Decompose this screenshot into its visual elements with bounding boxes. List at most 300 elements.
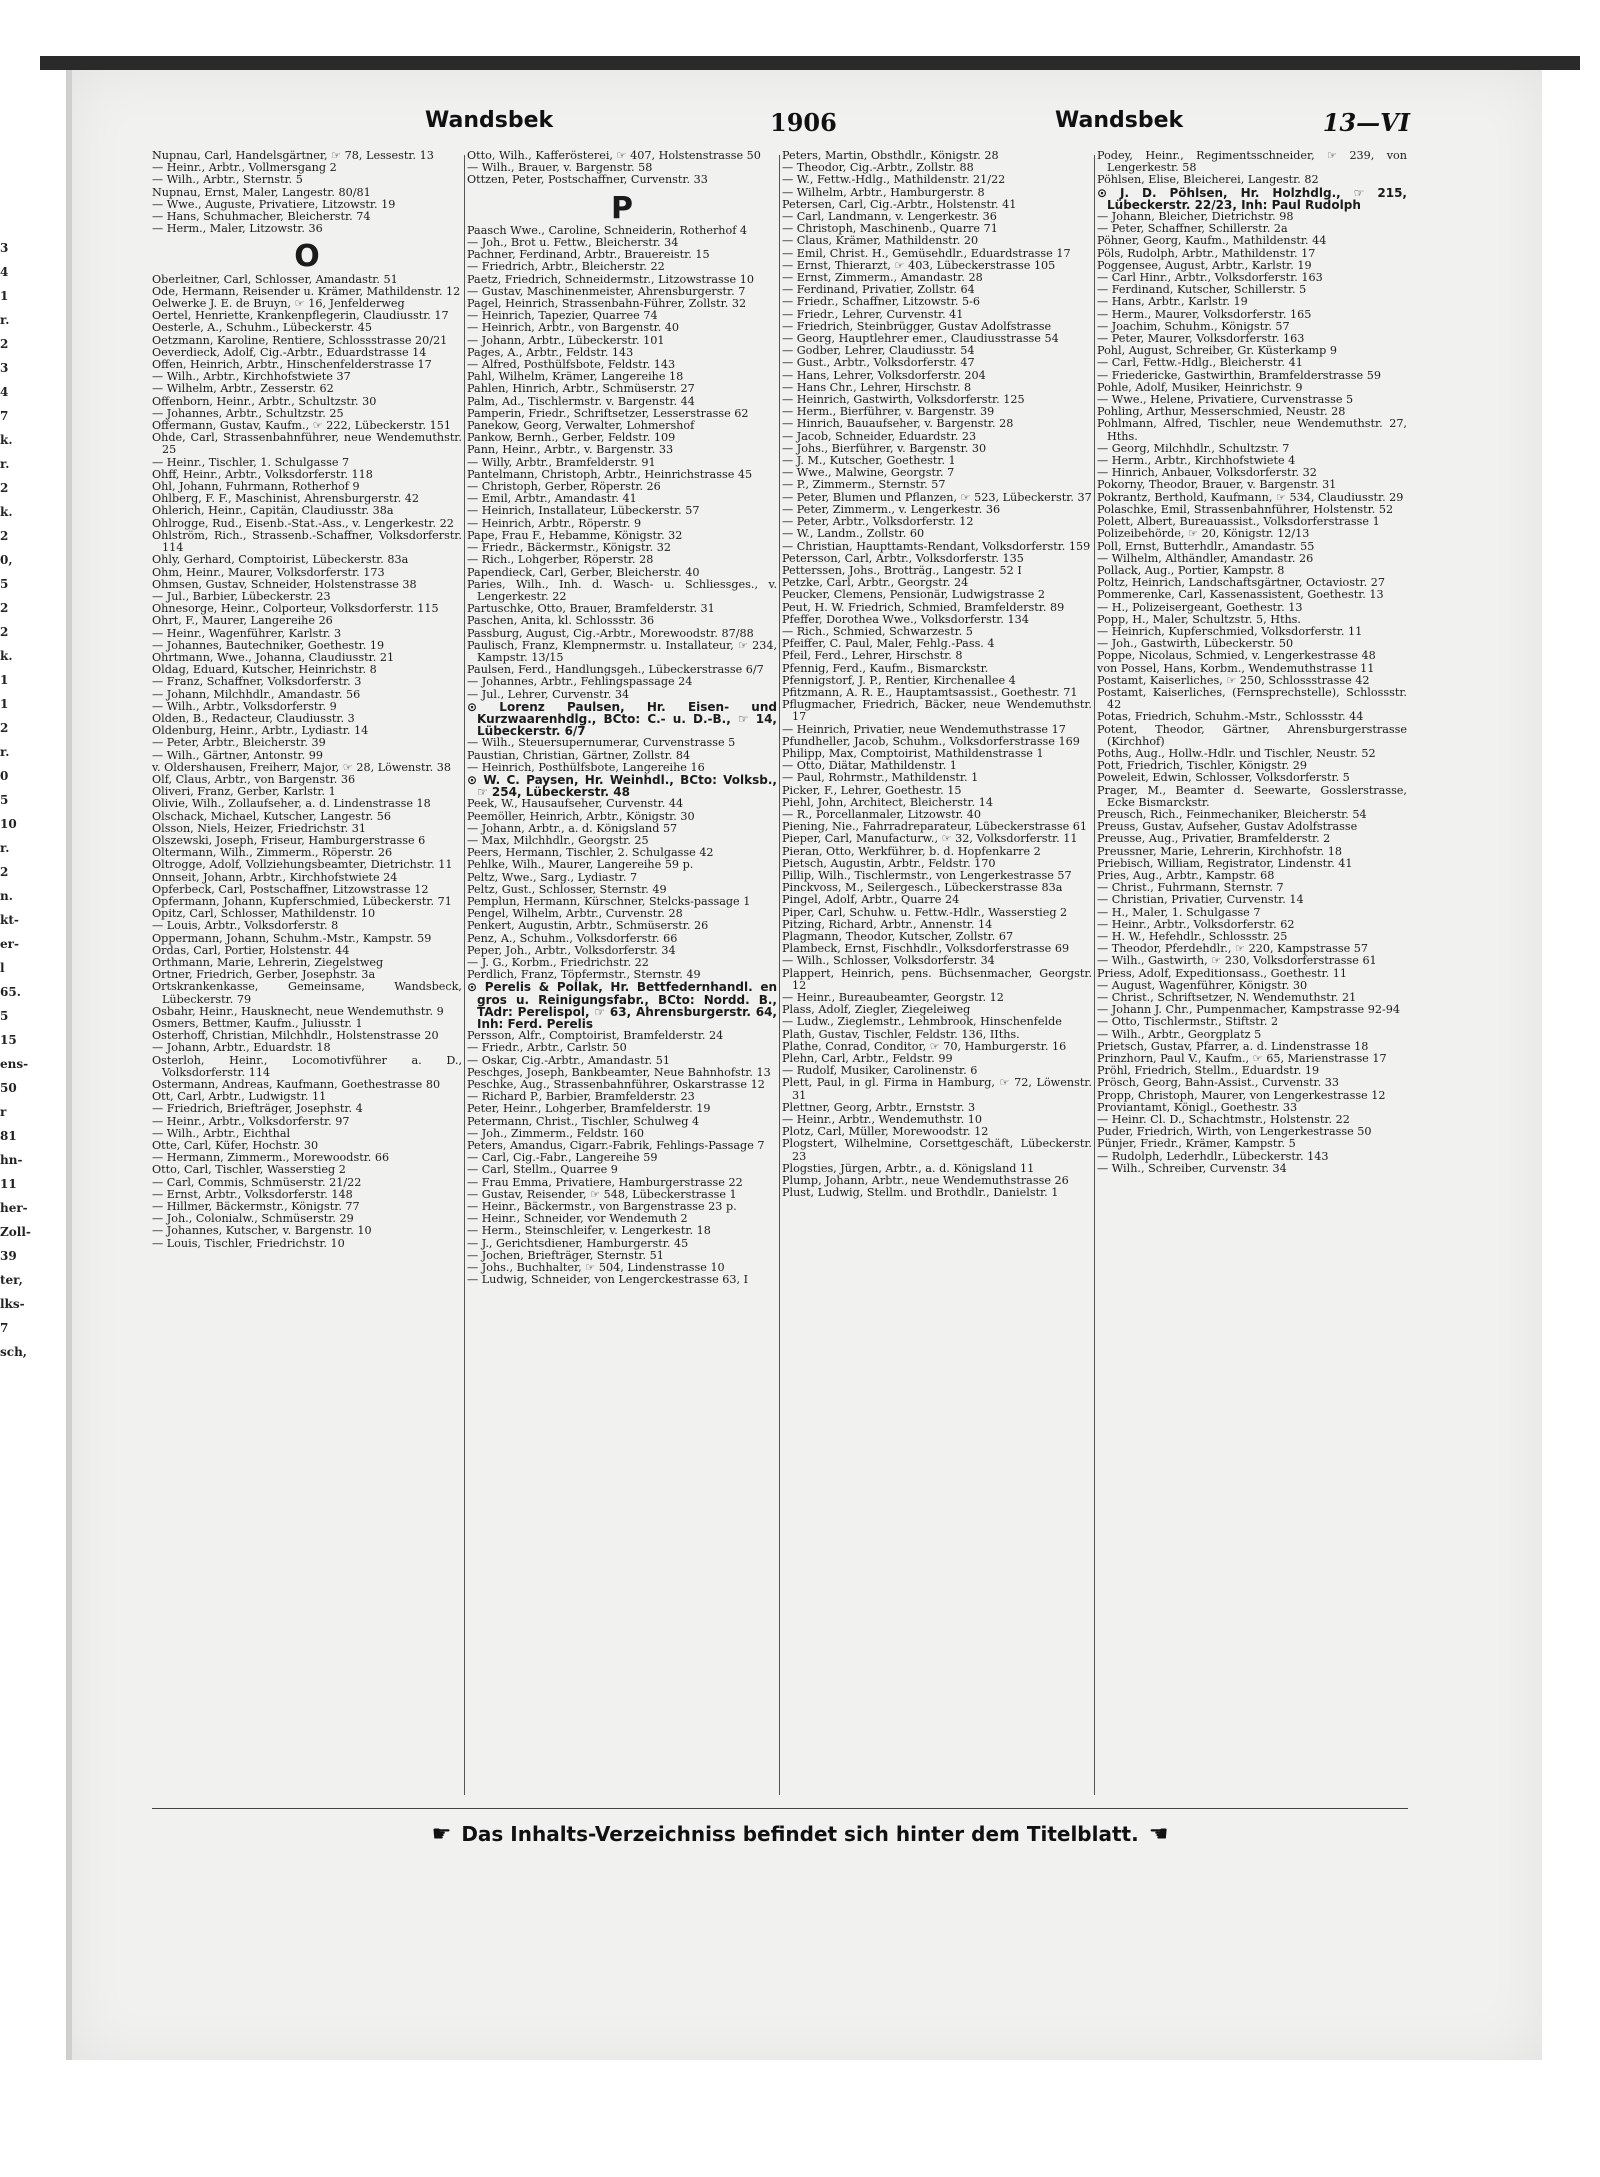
directory-entry: — Carl, Fettw.-Hdlg., Bleicherstr. 41 xyxy=(1097,356,1303,370)
directory-entry: Plappert, Heinrich, pens. Büchsenmacher, Georgstr. 12 xyxy=(782,966,1092,992)
directory-entry: Papendieck, Carl, Gerber, Bleicherstr. 40 xyxy=(467,565,700,579)
directory-entry: — Heinr., Wagenführer, Karlstr. 3 xyxy=(152,626,342,640)
directory-entry: — Heinr., Bureaubeamter, Georgstr. 12 xyxy=(782,991,1004,1005)
directory-entry: Ohlström, Rich., Strassenb.-Schaffner, Volksdorferstr. 114 xyxy=(152,528,462,555)
directory-entry: — Peter, Arbtr., Bleicherstr. 39 xyxy=(152,736,326,750)
directory-entry: Ohlberg, F. F., Maschinist, Ahrensburgerstr. 42 xyxy=(152,492,419,506)
margin-fragment: 3 xyxy=(0,241,9,255)
directory-entry: — Rich., Schmied, Schwarzestr. 5 xyxy=(782,624,973,638)
directory-entry: — Heinr., Arbtr., Vollmersgang 2 xyxy=(152,161,337,175)
directory-entry: — Wilh., Schreiber, Curvenstr. 34 xyxy=(1097,1161,1287,1175)
directory-entry: Ohmsen, Gustav, Schneider, Holstenstrasse 38 xyxy=(152,577,417,591)
directory-entry: von Possel, Hans, Korbm., Wendemuthstrasse 11 xyxy=(1097,661,1375,675)
directory-entry: — Ernst, Arbtr., Volksdorferstr. 148 xyxy=(152,1187,353,1201)
directory-column-4 xyxy=(1097,150,1407,1805)
directory-entry: Preusse, Aug., Privatier, Bramfelderstr. 2 xyxy=(1097,832,1331,846)
directory-entry: Olden, B., Redacteur, Claudiusstr. 3 xyxy=(152,711,355,725)
directory-entry: — Christoph, Gerber, Röperstr. 26 xyxy=(467,480,661,494)
directory-entry: — Wilh., Schlosser, Volksdorferstr. 34 xyxy=(782,954,995,968)
directory-entry: — Friedr., Lehrer, Curvenstr. 41 xyxy=(782,307,964,321)
directory-entry: Penkert, Augustin, Arbtr., Schmüserstr. 26 xyxy=(467,919,709,933)
directory-entry: Priebisch, William, Registrator, Lindenstr. 41 xyxy=(1097,856,1353,870)
pointing-hand-right-icon: ☛ xyxy=(431,1822,452,1847)
directory-entry: — W., Fettw.-Hdlg., Mathildenstr. 21/22 xyxy=(782,173,1006,187)
margin-fragment: k. xyxy=(0,433,13,447)
directory-entry: — Heinr., Tischler, 1. Schulgasse 7 xyxy=(152,455,350,469)
directory-entry: Ohlerich, Heinr., Capitän, Claudiusstr. 38a xyxy=(152,504,394,518)
directory-entry: — Heinr., Arbtr., Volksdorferstr. 97 xyxy=(152,1114,350,1128)
directory-entry: Peters, Martin, Obsthdlr., Königstr. 28 xyxy=(782,150,999,162)
directory-entry: Plump, Johann, Arbtr., neue Wendemuthstrasse 26 xyxy=(782,1174,1069,1188)
directory-entry: Oesterle, A., Schuhm., Lübeckerstr. 45 xyxy=(152,321,373,335)
margin-fragment: ens- xyxy=(0,1057,29,1071)
directory-entry: — Johannes, Bautechniker, Goethestr. 19 xyxy=(152,638,385,652)
directory-entry: — Ferdinand, Privatier, Zollstr. 64 xyxy=(782,283,975,297)
directory-entry: Pfundheller, Jacob, Schuhm., Volksdorferstrasse 169 xyxy=(782,734,1080,748)
directory-entry: Poltz, Heinrich, Landschaftsgärtner, Octaviostr. 27 xyxy=(1097,576,1385,590)
directory-entry: — Peter, Blumen und Pflanzen, ☞ 523, Lübeckerstr. 37 xyxy=(782,490,1092,504)
directory-entry: Priess, Adolf, Expeditionsass., Goethestr. 11 xyxy=(1097,966,1347,980)
directory-entry: Prinzhorn, Paul V., Kaufm., ☞ 65, Marienstrasse 17 xyxy=(1097,1052,1387,1066)
directory-entry: Peschges, Joseph, Bankbeamter, Neue Bahnhofstr. 13 xyxy=(467,1065,771,1079)
directory-entry: Plogsties, Jürgen, Arbtr., a. d. Königsland 11 xyxy=(782,1161,1035,1175)
directory-entry: Ohnesorge, Heinr., Colporteur, Volksdorferstr. 115 xyxy=(152,602,439,616)
directory-entry: — Wilh., Arbtr., Kirchhofstwiete 37 xyxy=(152,370,351,384)
directory-column-1 xyxy=(152,150,462,1805)
margin-fragment: 2 xyxy=(0,721,9,735)
directory-entry: Pfennig, Ferd., Kaufm., Bismarckstr. xyxy=(782,661,989,675)
directory-entry: — Christian, Privatier, Curvenstr. 14 xyxy=(1097,893,1304,907)
directory-entry: Oppermann, Johann, Schuhm.-Mstr., Kampstr. 59 xyxy=(152,931,432,945)
directory-entry: Peemöller, Heinrich, Arbtr., Königstr. 30 xyxy=(467,809,695,823)
directory-entry: Oltermann, Wilh., Zimmerm., Röperstr. 26 xyxy=(152,846,393,860)
directory-entry: Puder, Friedrich, Wirth, von Lengerkestrasse 50 xyxy=(1097,1125,1372,1139)
page-header xyxy=(155,108,1410,144)
margin-fragment: sch, xyxy=(0,1345,27,1359)
directory-entry: — Georg, Hauptlehrer emer., Claudiusstrasse 54 xyxy=(782,332,1059,346)
directory-entry: Paulsen, Ferd., Handlungsgeh., Lübeckerstrasse 6/7 xyxy=(467,663,764,677)
directory-entry: Penz, A., Schuhm., Volksdorferstr. 66 xyxy=(467,931,678,945)
directory-column-3 xyxy=(782,150,1092,1805)
directory-entry: — Heinr., Bäckermstr., von Bargenstrasse 23 p. xyxy=(467,1200,737,1214)
directory-entry: Panekow, Georg, Verwalter, Lohmershof xyxy=(467,419,695,433)
directory-entry: — Johannes, Kutscher, v. Bargenstr. 10 xyxy=(152,1224,372,1238)
directory-entry: Pokorny, Theodor, Brauer, v. Bargenstr. 31 xyxy=(1097,478,1337,492)
directory-entry: Propp, Christoph, Maurer, von Lengerkestrasse 12 xyxy=(1097,1088,1386,1102)
directory-entry: Pöhlsen, Elise, Bleicherei, Langestr. 82 xyxy=(1097,173,1319,187)
directory-entry: — Friedrich, Steinbrügger, Gustav Adolfstrasse xyxy=(782,319,1052,333)
directory-entry: Pagel, Heinrich, Strassenbahn-Führer, Zollstr. 32 xyxy=(467,297,747,311)
directory-entry: Osterloh, Heinr., Locomotivführer a. D., Volksdorferstr. 114 xyxy=(152,1053,462,1079)
directory-entry: — Friedericke, Gastwirthin, Bramfelderstrasse 59 xyxy=(1097,368,1381,382)
directory-entry: Petersson, Carl, Arbtr., Volksdorferstr. 135 xyxy=(782,551,1024,565)
margin-fragment: 50 xyxy=(0,1081,17,1095)
header-city-middle: Wandsbek xyxy=(1055,108,1184,133)
margin-fragment: 1 xyxy=(0,289,9,303)
directory-entry: Ohl, Johann, Fuhrmann, Rotherhof 9 xyxy=(152,480,360,494)
directory-entry: Peter, Heinr., Lohgerber, Bramfelderstr. 19 xyxy=(467,1102,711,1116)
margin-fragment: r. xyxy=(0,457,10,471)
directory-entry: — Johannes, Arbtr., Fehlingspassage 24 xyxy=(467,675,693,689)
directory-entry: — Joh., Colonialw., Schmüserstr. 29 xyxy=(152,1212,354,1226)
directory-entry: — Hans Chr., Lehrer, Hirschstr. 8 xyxy=(782,380,972,394)
directory-entry: — Christ., Fuhrmann, Sternstr. 7 xyxy=(1097,881,1284,895)
margin-fragment: 5 xyxy=(0,1009,9,1023)
directory-entry: Pahlen, Hinrich, Arbtr., Schmüserstr. 27 xyxy=(467,382,695,396)
directory-entry: Piehl, John, Architect, Bleicherstr. 14 xyxy=(782,795,993,809)
directory-entry: — Johann, Bleicher, Dietrichstr. 98 xyxy=(1097,210,1294,224)
left-margin-fragments xyxy=(0,236,30,1364)
directory-entry: Plathe, Conrad, Conditor, ☞ 70, Hamburgerstr. 16 xyxy=(782,1039,1067,1053)
directory-entry: Pohlmann, Alfred, Tischler, neue Wendemuthstr. 27, Hths. xyxy=(1097,417,1407,443)
directory-entry: Pinckvoss, M., Seilergesch., Lübeckerstrasse 83a xyxy=(782,881,1063,895)
directory-entry: Peucker, Clemens, Pensionär, Ludwigstrasse 2 xyxy=(782,588,1045,602)
directory-entry: — Joachim, Schuhm., Königstr. 57 xyxy=(1097,319,1290,333)
scan-border-top xyxy=(40,56,1580,70)
directory-entry: — Frau Emma, Privatiere, Hamburgerstrasse 22 xyxy=(467,1175,743,1189)
directory-entry: — Ernst, Zimmerm., Amandastr. 28 xyxy=(782,271,983,285)
directory-entry: — Georg, Milchhdlr., Schultzstr. 7 xyxy=(1097,441,1290,455)
directory-entry: — Peter, Schaffner, Schillerstr. 2a xyxy=(1097,222,1288,236)
directory-entry: — J. G., Korbm., Friedrichstr. 22 xyxy=(467,956,649,969)
directory-entry: — W., Landm., Zollstr. 60 xyxy=(782,527,925,541)
directory-entry: — Christian, Haupttamts-Rendant, Volksdorferstr. 159 xyxy=(782,539,1091,553)
directory-entry: Prietsch, Gustav, Pfarrer, a. d. Lindenstrasse 18 xyxy=(1097,1039,1369,1053)
directory-entry: Plagmann, Theodor, Kutscher, Zollstr. 67 xyxy=(782,930,1014,943)
directory-entry: Pommerenke, Carl, Kassenassistent, Goethestr. 13 xyxy=(1097,588,1384,602)
directory-entry: — Johannes, Arbtr., Schultzstr. 25 xyxy=(152,406,344,420)
directory-entry: — Carl, Landmann, v. Lengerkestr. 36 xyxy=(782,210,997,224)
directory-entry: — Otto, Diätar, Mathildenstr. 1 xyxy=(782,759,957,773)
directory-entry: Otto, Carl, Tischler, Wasserstieg 2 xyxy=(152,1163,346,1177)
directory-entry: Ohde, Carl, Strassenbahnführer, neue Wendemuthstr. 25 xyxy=(152,431,462,457)
margin-fragment: r. xyxy=(0,313,10,327)
directory-entry: Pollack, Aug., Portier, Kampstr. 8 xyxy=(1097,563,1285,577)
directory-entry: — Johann J. Chr., Pumpenmacher, Kampstrasse 92-94 xyxy=(1097,1003,1400,1017)
advert-entry: ⊙ Perelis & Pollak, Hr. Bettfedernhandl. en gros u. Reinigungsfabr., BCto: Nordd. B., TAdr: Perelispol, ☞ 63, Ahrensburgerstr. 64, Inh: Ferd. Perelis xyxy=(467,980,777,1032)
directory-entry: Preuss, Gustav, Aufseher, Gustav Adolfstrasse xyxy=(1097,820,1358,834)
directory-entry: — Friedr., Arbtr., Carlstr. 50 xyxy=(467,1041,627,1055)
directory-entry: — Heinr., Schneider, vor Wendemuth 2 xyxy=(467,1212,688,1226)
directory-entry: — Hans, Lehrer, Volksdorferstr. 204 xyxy=(782,368,986,382)
directory-entry: — Alfred, Posthülfsbote, Feldstr. 143 xyxy=(467,358,676,372)
directory-entry: Pages, A., Arbtr., Feldstr. 143 xyxy=(467,345,634,359)
directory-entry: Potas, Friedrich, Schuhm.-Mstr., Schlossstr. 44 xyxy=(1097,710,1364,724)
directory-entry: Postamt, Kaiserliches, ☞ 250, Schlossstrasse 42 xyxy=(1097,673,1370,687)
directory-entry: Palm, Ad., Tischlermstr. v. Bargenstr. 44 xyxy=(467,394,695,408)
directory-entry: Olszewski, Joseph, Friseur, Hamburgerstrasse 6 xyxy=(152,833,426,847)
margin-fragment: k. xyxy=(0,649,13,663)
directory-entry: — Jacob, Schneider, Eduardstr. 23 xyxy=(782,429,977,443)
directory-entry: — J. M., Kutscher, Goethestr. 1 xyxy=(782,454,956,468)
directory-entry: — Godber, Lehrer, Claudiusstr. 54 xyxy=(782,344,975,358)
directory-entry: Pohling, Arthur, Messerschmied, Neustr. 28 xyxy=(1097,405,1346,419)
directory-entry: Opferbeck, Carl, Postschaffner, Litzowstrasse 12 xyxy=(152,882,429,896)
directory-entry: Olivie, Wilh., Zollaufseher, a. d. Lindenstrasse 18 xyxy=(152,797,431,811)
directory-entry: Peut, H. W. Friedrich, Schmied, Bramfelderstr. 89 xyxy=(782,600,1065,614)
directory-entry: Pohle, Adolf, Musiker, Heinrichstr. 9 xyxy=(1097,380,1303,394)
directory-entry: Ott, Carl, Arbtr., Ludwigstr. 11 xyxy=(152,1090,327,1104)
directory-entry: — Hans, Arbtr., Karlstr. 19 xyxy=(1097,295,1248,309)
directory-entry: Poths, Aug., Hollw.-Hdlr. und Tischler, Neustr. 52 xyxy=(1097,746,1376,760)
directory-entry: Oldenburg, Heinr., Arbtr., Lydiastr. 14 xyxy=(152,724,369,738)
directory-entry: Olschack, Michael, Kutscher, Langestr. 56 xyxy=(152,809,391,823)
directory-entry: Pokrantz, Berthold, Kaufmann, ☞ 534, Claudiusstr. 29 xyxy=(1097,490,1404,504)
directory-entry: Pöhner, Georg, Kaufm., Mathildenstr. 44 xyxy=(1097,234,1327,248)
directory-entry: — Wwe., Malwine, Georgstr. 7 xyxy=(782,466,955,480)
directory-entry: Pröhl, Friedrich, Stellm., Eduardstr. 19 xyxy=(1097,1064,1320,1078)
directory-entry: Petersen, Carl, Cig.-Arbtr., Holstenstr. 41 xyxy=(782,197,1017,211)
directory-entry: — Wilhelm, Arbtr., Zesserstr. 62 xyxy=(152,382,334,396)
directory-entry: — Ludw., Zieglemstr., Lehmbrook, Hinschenfelde xyxy=(782,1015,1062,1029)
margin-fragment: r xyxy=(0,1105,7,1119)
directory-entry: — H., Polizeisergeant, Goethestr. 13 xyxy=(1097,600,1303,614)
directory-entry: Osmers, Bettmer, Kaufm., Juliusstr. 1 xyxy=(152,1017,363,1031)
directory-entry: Popp, H., Maler, Schultzstr. 5, Hths. xyxy=(1097,612,1301,626)
directory-entry: Pahl, Wilhelm, Krämer, Langereihe 18 xyxy=(467,370,684,384)
directory-entry: — Wilh., Gärtner, Antonstr. 99 xyxy=(152,748,324,762)
directory-entry: Pfitzmann, A. R. E., Hauptamtsassist., Goethestr. 71 xyxy=(782,685,1078,699)
directory-entry: — Ferdinand, Kutscher, Schillerstr. 5 xyxy=(1097,283,1307,297)
directory-entry: Preusch, Rich., Feinmechaniker, Bleicherstr. 54 xyxy=(1097,807,1367,821)
directory-entry: Picker, F., Lehrer, Goethestr. 15 xyxy=(782,783,962,797)
directory-entry: Plust, Ludwig, Stellm. und Brothdlr., Danielstr. 1 xyxy=(782,1186,1059,1200)
directory-entry: Poggensee, August, Arbtr., Karlstr. 19 xyxy=(1097,258,1312,272)
margin-fragment: 15 xyxy=(0,1033,17,1047)
directory-entry: Otto, Wilh., Kafferösterei, ☞ 407, Holstenstrasse 50 xyxy=(467,150,761,162)
directory-entry: — Otto, Tischlermstr., Stiftstr. 2 xyxy=(1097,1015,1279,1029)
directory-entry: — Peter, Maurer, Volksdorferstr. 163 xyxy=(1097,332,1305,346)
directory-entry: Pitzing, Richard, Arbtr., Annenstr. 14 xyxy=(782,917,993,931)
directory-entry: — Richard P., Barbier, Bramfelderstr. 23 xyxy=(467,1090,695,1104)
directory-entry: Potent, Theodor, Gärtner, Ahrensburgerstrasse (Kirchhof) xyxy=(1097,722,1407,748)
directory-entry: — Peter, Arbtr., Volksdorferstr. 12 xyxy=(782,515,974,529)
directory-entry: Persson, Alfr., Comptoirist, Bramfelderstr. 24 xyxy=(467,1029,724,1043)
directory-entry: Pachner, Ferdinand, Arbtr., Brauereistr. 15 xyxy=(467,248,710,262)
margin-fragment: 0 xyxy=(0,769,9,783)
directory-entry: — Hermann, Zimmerm., Morewoodstr. 66 xyxy=(152,1151,390,1165)
directory-entry: — Hillmer, Bäckermstr., Königstr. 77 xyxy=(152,1200,360,1214)
directory-entry: Osterhoff, Christian, Milchhdlr., Holstenstrasse 20 xyxy=(152,1029,439,1043)
directory-entry: Pengel, Wilhelm, Arbtr., Curvenstr. 28 xyxy=(467,907,683,921)
directory-entry: — Christoph, Maschinenb., Quarre 71 xyxy=(782,222,998,236)
directory-entry: Pieran, Otto, Werkführer, b. d. Hopfenkarre 2 xyxy=(782,844,1041,858)
directory-entry: — Heinrich, Posthülfsbote, Langereihe 16 xyxy=(467,760,705,774)
directory-entry: Plogstert, Wilhelmine, Corsettgeschäft, Lübeckerstr. 23 xyxy=(782,1137,1092,1163)
directory-entry: — August, Wagenführer, Königstr. 30 xyxy=(1097,978,1308,992)
directory-entry: — Johann, Arbtr., Lübeckerstr. 101 xyxy=(467,333,665,347)
directory-entry: — R., Porcellanmaler, Litzowstr. 40 xyxy=(782,807,982,821)
directory-entry: Oliveri, Franz, Gerber, Karlstr. 1 xyxy=(152,785,336,799)
directory-entry: Pantelmann, Christoph, Arbtr., Heinrichstrasse 45 xyxy=(467,467,753,481)
directory-entry: Pieper, Carl, Manufacturw., ☞ 32, Volksdorferstr. 11 xyxy=(782,832,1078,846)
directory-entry: Osbahr, Heinr., Hausknecht, neue Wendemuthstr. 9 xyxy=(152,1004,444,1018)
directory-entry: Ortskrankenkasse, Gemeinsame, Wandsbeck, Lübeckerstr. 79 xyxy=(152,980,462,1006)
directory-entry: Paschen, Anita, kl. Schlossstr. 36 xyxy=(467,614,655,628)
directory-entry: Oelwerke J. E. de Bruyn, ☞ 16, Jenfelderweg xyxy=(152,297,405,311)
directory-entry: — Paul, Rohrmstr., Mathildenstr. 1 xyxy=(782,771,979,785)
footer-rule xyxy=(152,1808,1408,1809)
directory-entry: — Heinrich, Arbtr., von Bargenstr. 40 xyxy=(467,321,680,335)
directory-entry: — Hinrich, Anbauer, Volksdorferstr. 32 xyxy=(1097,466,1317,480)
directory-entry: — Claus, Krämer, Mathildenstr. 20 xyxy=(782,234,979,248)
directory-entry: — Wilh., Arbtr., Eichthal xyxy=(152,1126,291,1140)
directory-entry: — Carl, Commis, Schmüserstr. 21/22 xyxy=(152,1175,362,1189)
directory-entry: — Gustav, Maschinenmeister, Ahrensburgerstr. 7 xyxy=(467,284,746,298)
directory-entry: — Wwe., Helene, Privatiere, Curvenstrasse 5 xyxy=(1097,393,1354,407)
margin-fragment: 2 xyxy=(0,481,9,495)
directory-entry: — Johann, Milchhdlr., Amandastr. 56 xyxy=(152,687,361,701)
margin-fragment: 10 xyxy=(0,817,17,831)
directory-entry: Polett, Albert, Bureauassist., Volksdorferstrasse 1 xyxy=(1097,515,1380,529)
pointing-hand-left-icon: ☚ xyxy=(1148,1822,1169,1847)
directory-entry: Plotz, Carl, Müller, Morewoodstr. 12 xyxy=(782,1125,989,1139)
directory-entry: — Joh., Brot u. Fettw., Bleicherstr. 34 xyxy=(467,236,679,250)
directory-entry: Olf, Claus, Arbtr., von Bargenstr. 36 xyxy=(152,772,356,786)
directory-entry: Oberleitner, Carl, Schlosser, Amandastr. 51 xyxy=(152,272,398,286)
section-letter: O xyxy=(294,239,320,275)
directory-entry: — Ernst, Thierarzt, ☞ 403, Lübeckerstrasse 105 xyxy=(782,258,1056,272)
directory-entry: Peltz, Gust., Schlosser, Sternstr. 49 xyxy=(467,882,667,896)
directory-entry: Piper, Carl, Schuhw. u. Fettw.-Hdlr., Wasserstieg 2 xyxy=(782,905,1068,919)
directory-entry: — Wilh., Steuersupernumerar, Curvenstrasse 5 xyxy=(467,736,736,750)
directory-entry: — Heinr., Arbtr., Wendemuthstr. 10 xyxy=(782,1113,982,1127)
directory-entry: Paustian, Christian, Gärtner, Zollstr. 84 xyxy=(467,748,691,762)
directory-entry: — Herm., Maler, Litzowstr. 36 xyxy=(152,222,323,236)
margin-fragment: 1 xyxy=(0,697,9,711)
directory-entry: Offermann, Gustav, Kaufm., ☞ 222, Lübeckerstr. 151 xyxy=(152,419,451,433)
directory-entry: — Heinrich, Kupferschmied, Volksdorferstr. 11 xyxy=(1097,624,1363,638)
directory-entry: Poll, Ernst, Butterhdlr., Amandastr. 55 xyxy=(1097,539,1315,553)
margin-fragment: 2 xyxy=(0,865,9,879)
margin-fragment: 7 xyxy=(0,409,9,423)
directory-entry: — Herm., Bierführer, v. Bargenstr. 39 xyxy=(782,405,995,419)
directory-entry: Pfeiffer, C. Paul, Maler, Fehlg.-Pass. 4 xyxy=(782,637,995,651)
margin-fragment: 39 xyxy=(0,1249,17,1263)
directory-entry: — Heinr. Cl. D., Schachtmstr., Holstenstr. 22 xyxy=(1097,1113,1350,1127)
directory-entry: Perdlich, Franz, Töpfermstr., Sternstr. 49 xyxy=(467,968,701,982)
margin-fragment: Zoll- xyxy=(0,1225,31,1239)
margin-fragment: l xyxy=(0,961,5,975)
directory-entry: — Christ., Schriftsetzer, N. Wendemuthstr. 21 xyxy=(1097,991,1357,1005)
directory-entry: Paulisch, Franz, Klempnermstr. u. Installateur, ☞ 234, Kampstr. 13/15 xyxy=(467,638,777,664)
directory-entry: Oldag, Eduard, Kutscher, Heinrichstr. 8 xyxy=(152,663,377,677)
directory-column-2 xyxy=(467,150,777,1805)
directory-entry: Pfennigstorf, J. P., Rentier, Kirchenallee 4 xyxy=(782,673,1016,687)
directory-entry: Pries, Aug., Arbtr., Kampstr. 68 xyxy=(1097,868,1275,882)
directory-entry: Peschke, Aug., Strassenbahnführer, Oskarstrasse 12 xyxy=(467,1078,765,1092)
directory-entry: — Rich., Lohgerber, Röperstr. 28 xyxy=(467,553,654,567)
directory-entry: — Wilh., Arbtr., Sternstr. 5 xyxy=(152,173,303,187)
margin-fragment: n. xyxy=(0,889,13,903)
directory-entry: Pemplun, Hermann, Kürschner, Stelcks-passage 1 xyxy=(467,894,751,908)
directory-entry: — Max, Milchhdlr., Georgstr. 25 xyxy=(467,833,649,847)
directory-entry: — Wilh., Gastwirth, ☞ 230, Volksdorferstrasse 61 xyxy=(1097,954,1377,968)
directory-entry: Opfermann, Johann, Kupferschmied, Lübeckerstr. 71 xyxy=(152,894,452,908)
directory-entry: — Johann, Arbtr., a. d. Königsland 57 xyxy=(467,821,678,835)
directory-entry: Paasch Wwe., Caroline, Schneiderin, Rotherhof 4 xyxy=(467,223,748,237)
directory-entry: Polaschke, Emil, Strassenbahnführer, Holstenstr. 52 xyxy=(1097,502,1394,516)
directory-entry: — Friedr., Bäckermstr., Königstr. 32 xyxy=(467,541,671,555)
margin-fragment: 1 xyxy=(0,673,9,687)
directory-entry: — Johann, Arbtr., Eduardstr. 18 xyxy=(152,1041,331,1055)
directory-entry: Ohly, Gerhard, Comptoirist, Lübeckerstr. 83a xyxy=(152,553,409,567)
margin-fragment: 0, xyxy=(0,553,13,567)
margin-fragment: hn- xyxy=(0,1153,23,1167)
margin-fragment: 5 xyxy=(0,793,9,807)
directory-entry: — Wwe., Auguste, Privatiere, Litzowstr. 19 xyxy=(152,197,396,211)
directory-entry: — H., Maler, 1. Schulgasse 7 xyxy=(1097,905,1261,919)
directory-entry: — Hans, Schuhmacher, Bleicherstr. 74 xyxy=(152,210,371,224)
directory-entry: — Herm., Steinschleifer, v. Lengerkestr. 18 xyxy=(467,1224,711,1238)
directory-entry: — Friedrich, Briefträger, Josephstr. 4 xyxy=(152,1102,363,1116)
directory-entry: Plettner, Georg, Arbtr., Ernststr. 3 xyxy=(782,1100,976,1114)
directory-entry: Otte, Carl, Küfer, Hochstr. 30 xyxy=(152,1139,319,1153)
directory-entry: Ohff, Heinr., Arbtr., Volksdorferstr. 118 xyxy=(152,467,373,481)
margin-fragment: 2 xyxy=(0,529,9,543)
directory-entry: — Louis, Arbtr., Volksdorferstr. 8 xyxy=(152,919,339,933)
header-year: 1906 xyxy=(770,108,837,137)
directory-entry: Nupnau, Carl, Handelsgärtner, ☞ 78, Lessestr. 13 xyxy=(152,150,434,162)
directory-entry: — Jochen, Briefträger, Sternstr. 51 xyxy=(467,1248,664,1262)
directory-entry: — Heinrich, Privatier, neue Wendemuthstrasse 17 xyxy=(782,722,1066,736)
margin-fragment: her- xyxy=(0,1201,28,1215)
directory-entry: — Oskar, Cig.-Arbtr., Amandastr. 51 xyxy=(467,1053,670,1067)
margin-fragment: 2 xyxy=(0,337,9,351)
directory-entry: — Wilh., Arbtr., Georgplatz 5 xyxy=(1097,1027,1262,1041)
directory-entry: Peek, W., Hausaufseher, Curvenstr. 44 xyxy=(467,797,684,811)
header-page-number: 13—VI xyxy=(1322,108,1410,137)
directory-entry: Proviantamt, Königl., Goethestr. 33 xyxy=(1097,1100,1298,1114)
directory-entry: Piening, Nie., Fahrradreparateur, Lübeckerstrasse 61 xyxy=(782,820,1087,834)
margin-fragment: 3 xyxy=(0,361,9,375)
directory-entry: Pfeffer, Dorothea Wwe., Volksdorferstr. 134 xyxy=(782,612,1029,626)
directory-entry: — Herm., Maurer, Volksdorferstr. 165 xyxy=(1097,307,1312,321)
directory-entry: — Gust., Arbtr., Volksdorferstr. 47 xyxy=(782,356,975,370)
directory-entry: Ottzen, Peter, Postschaffner, Curvenstr. 33 xyxy=(467,173,708,187)
directory-entry: — Johs., Bierführer, v. Bargenstr. 30 xyxy=(782,441,987,455)
directory-entry: — Heinr., Arbtr., Volksdorferstr. 62 xyxy=(1097,917,1295,931)
directory-entry: Offen, Heinrich, Arbtr., Hinschenfelderstrasse 17 xyxy=(152,358,432,372)
directory-entry: v. Oldershausen, Freiherr, Major, ☞ 28, Löwenstr. 38 xyxy=(152,760,451,774)
header-city-left: Wandsbek xyxy=(425,108,554,133)
directory-entry: Plath, Gustav, Tischler, Feldstr. 136, IIths. xyxy=(782,1027,1020,1041)
directory-entry: Pflugmacher, Friedrich, Bäcker, neue Wendemuthstr. 17 xyxy=(782,698,1092,724)
directory-entry: — Friedrich, Arbtr., Bleicherstr. 22 xyxy=(467,260,665,274)
margin-fragment: er- xyxy=(0,937,19,951)
directory-entry: Partuschke, Otto, Brauer, Bramfelderstr. 31 xyxy=(467,602,715,616)
directory-entry: — Willy, Arbtr., Bramfelderstr. 91 xyxy=(467,455,656,469)
directory-entry: Paries, Wilh., Inh. d. Wasch- u. Schliessges., v. Lengerkestr. 22 xyxy=(467,577,777,603)
directory-entry: Oertel, Henriette, Krankenpflegerin, Claudiusstr. 17 xyxy=(152,309,449,323)
directory-entry: Peters, Amandus, Cigarr.-Fabrik, Fehlings-Passage 7 xyxy=(467,1139,765,1153)
directory-entry: — Heinrich, Gastwirth, Volksdorferstr. 125 xyxy=(782,393,1025,407)
directory-entry: Peper, Joh., Arbtr., Volksdorferstr. 34 xyxy=(467,943,676,957)
directory-entry: Plehn, Carl, Arbtr., Feldstr. 99 xyxy=(782,1052,953,1066)
directory-entry: — Emil, Christ. H., Gemüsehdlr., Eduardstrasse 17 xyxy=(782,246,1071,260)
footer-text: Das Inhalts-Verzeichniss befindet sich hinter dem Titelblatt. xyxy=(461,1822,1139,1846)
directory-entry: — Louis, Tischler, Friedrichstr. 10 xyxy=(152,1236,345,1250)
directory-entry: Plambeck, Ernst, Fischhdlr., Volksdorferstrasse 69 xyxy=(782,942,1070,956)
directory-entry: — Jul., Lehrer, Curvenstr. 34 xyxy=(467,687,630,701)
directory-entry: — Gustav, Reisender, ☞ 548, Lübeckerstrasse 1 xyxy=(467,1187,737,1201)
directory-entry: — Joh., Zimmerm., Feldstr. 160 xyxy=(467,1126,644,1140)
directory-entry: Prager, M., Beamter d. Seewarte, Gosslerstrasse, Ecke Bismarckstr. xyxy=(1097,783,1407,809)
margin-fragment: 4 xyxy=(0,265,9,279)
directory-entry: Peltz, Wwe., Sarg., Lydiastr. 7 xyxy=(467,870,638,884)
margin-fragment: ter, xyxy=(0,1273,23,1287)
directory-entry: Oetzmann, Karoline, Rentiere, Schlossstrasse 20/21 xyxy=(152,333,448,347)
